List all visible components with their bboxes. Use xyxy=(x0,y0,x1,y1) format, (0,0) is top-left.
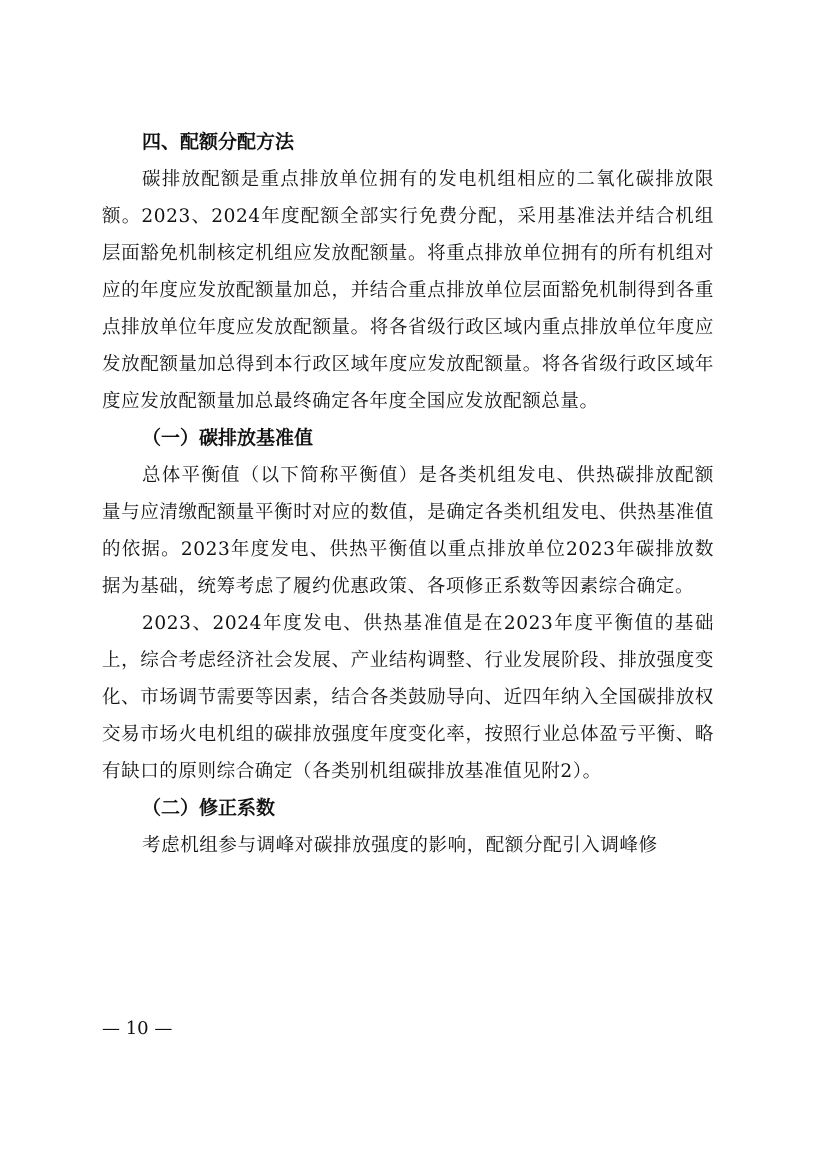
intro-paragraph: 碳排放配额是重点排放单位拥有的发电机组相应的二氧化碳排放限额。2023、2024年度配额全部实行免费分配，采用基准法并结合机组层面豁免机制核定机组应发放配额量。将重点排放单位拥有的所有机组对应的年度应发放配额量加总，并结合重点排放单位层面豁免机制得到各重点排放单位年度应发放配额量。将各省级行政区域内重点排放单位年度应发放配额量加总得到本行政区域年度应发放配额量。将各省级行政区域年度应发放配额量加总最终确定各年度全国应发放配额总量。 xyxy=(102,169,714,412)
subsection-2-heading: （二）修正系数 xyxy=(142,797,276,819)
subsection-1-paragraph-1: 总体平衡值（以下简称平衡值）是各类机组发电、供热碳排放配额量与应清缴配额量平衡时对应的数值，是确定各类机组发电、供热基准值的依据。2023年度发电、供热平衡值以重点排放单位2023年碳排放数据为基础，统筹考虑了履约优惠政策、各项修正系数等因素综合确定。 xyxy=(102,465,714,597)
subsection-1-heading: （一）碳排放基准值 xyxy=(142,427,314,449)
section-heading: 四、配额分配方法 xyxy=(142,131,295,153)
subsection-1-paragraph-2: 2023、2024年度发电、供热基准值是在2023年度平衡值的基础上，综合考虑经济社会发展、产业结构调整、行业发展阶段、排放强度变化、市场调节需要等因素，结合各类鼓励导向、近四年纳入全国碳排放权交易市场火电机组的碳排放强度年度变化率，按照行业总体盈亏平衡、略有缺口的原则综合确定（各类别机组碳排放基准值见附2）。 xyxy=(102,613,714,782)
page-number: — 10 — xyxy=(102,1018,173,1039)
document-body xyxy=(102,124,714,864)
subsection-2-paragraph-1: 考虑机组参与调峰对碳排放强度的影响，配额分配引入调峰修 xyxy=(142,835,658,856)
